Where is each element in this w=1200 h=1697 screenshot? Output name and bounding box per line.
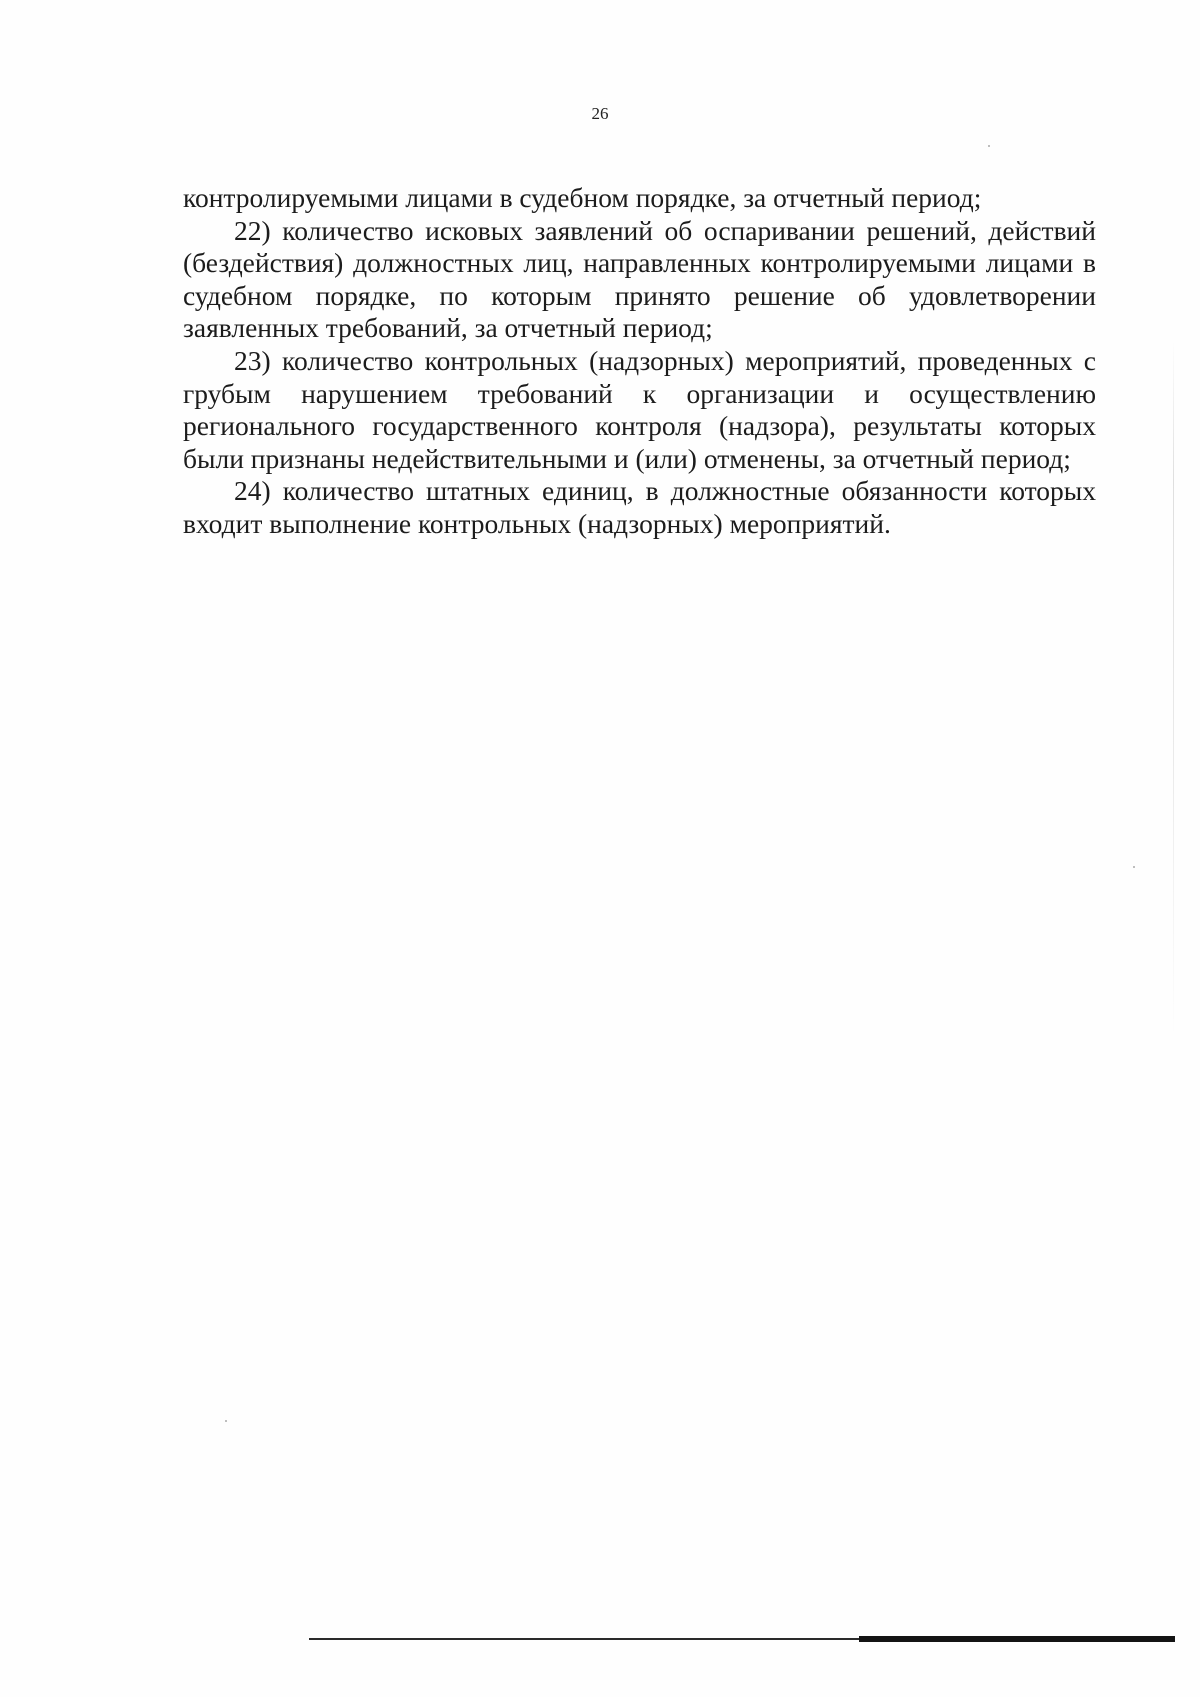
scan-speck bbox=[1133, 866, 1135, 868]
paragraph-item-24: 24) количество штатных единиц, в должностные обязанности которых входит выполнение контрольных (надзорных) мероприятий. bbox=[183, 475, 1096, 539]
document-body bbox=[183, 182, 1096, 541]
footer-divider-thick bbox=[859, 1636, 1175, 1642]
footer-divider-thin bbox=[309, 1638, 869, 1640]
scan-edge-artifact bbox=[1173, 340, 1174, 1040]
scan-speck bbox=[988, 145, 990, 147]
page-number: 26 bbox=[591, 104, 609, 123]
paragraph-item-22: 22) количество исковых заявлений об оспаривании решений, действий (бездействия) должностных лиц, направленных контролируемыми лицами в судебном порядке, по которым принято решение об удовлетворении заявленных требований, за отчетный период; bbox=[183, 214, 1096, 344]
paragraph-continuation: контролируемыми лицами в судебном порядке, за отчетный период; bbox=[183, 182, 982, 213]
paragraph-item-23: 23) количество контрольных (надзорных) мероприятий, проведенных с грубым нарушением требований к организации и осуществлению регионального государственного контроля (надзора), результаты которых были признаны недействительными и (или) отменены, за отчетный период; bbox=[183, 344, 1096, 474]
scan-speck bbox=[225, 1420, 227, 1422]
